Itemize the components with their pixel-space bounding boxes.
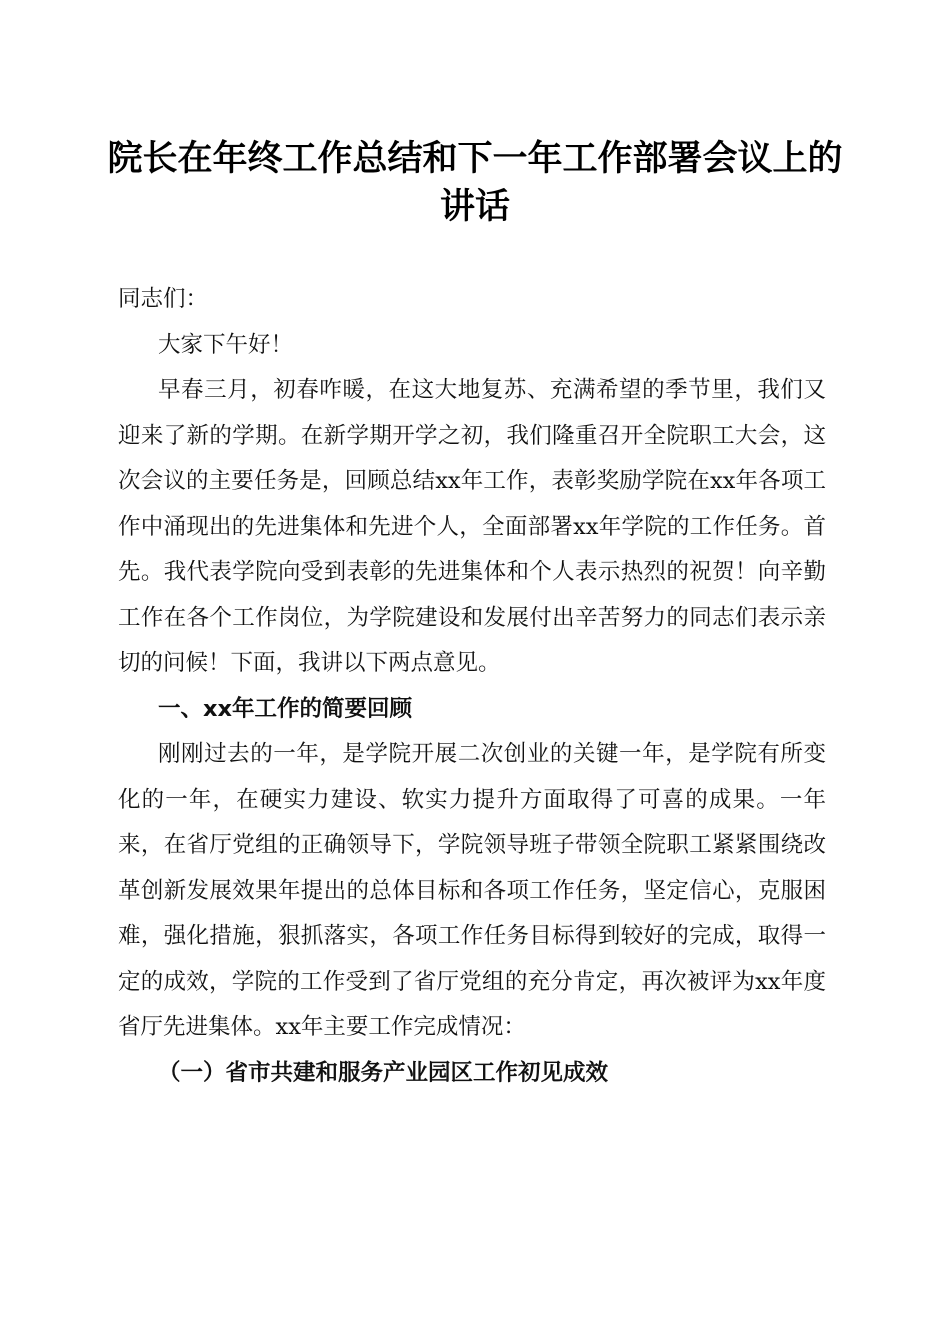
subsection-heading-1: （一）省市共建和服务产业园区工作初见成效: [158, 1059, 609, 1086]
greeting: 大家下午好！: [158, 331, 294, 358]
salutation: 同志们：: [118, 286, 209, 312]
section-1-paragraph: 刚刚过去的一年，是学院开展二次创业的关键一年，是学院有所变化的一年，在硬实力建设、软实力提升方面取得了可喜的成果。一年来，在省厅党组的正确领导下，学院领导班子带领全院职工紧紧围绕改革创新发展效果年提出的总体目标和各项工作任务，坚定信心，克服困难，强化措施，狠抓落实，各项工作任务目标得到较好的完成，取得一定的成效，学院的工作受到了省厅党组的充分肯定，再次被评为xx年度省厅先进集体。xx年主要工作完成情况：: [118, 741, 826, 1040]
document-body: [118, 277, 826, 1096]
opening-paragraph: 早春三月，初春咋暖，在这大地复苏、充满希望的季节里，我们又迎来了新的学期。在新学期开学之初，我们隆重召开全院职工大会，这次会议的主要任务是，回顾总结xx年工作，表彰奖励学院在xx年各项工作中涌现出的先进集体和先进个人，全面部署xx年学院的工作任务。首先。我代表学院向受到表彰的先进集体和个人表示热烈的祝贺！向辛勤工作在各个工作岗位，为学院建设和发展付出辛苦努力的同志们表示亲切的问候！下面，我讲以下两点意见。: [118, 377, 826, 676]
document-title: 院长在年终工作总结和下一年工作部署会议上的讲话: [107, 138, 843, 227]
section-heading-1: 一、xx年工作的简要回顾: [158, 695, 413, 722]
